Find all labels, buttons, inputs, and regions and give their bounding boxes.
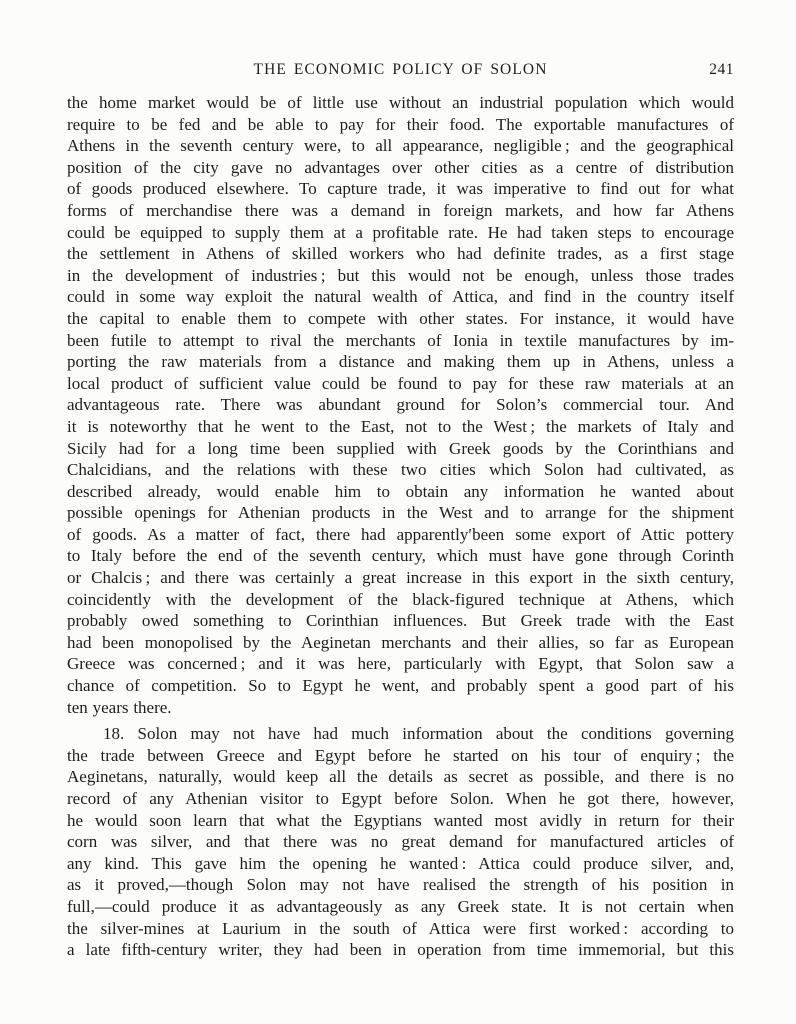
text-line: ten years there. <box>67 697 172 717</box>
text-line: the trade between Greece and Egypt before he started on his tour of enquiry ; the <box>67 745 734 765</box>
text-line: corn was silver, and that there was no great demand for manufactured articles of <box>67 832 734 852</box>
text-line: 18. Solon may not have had much information about the conditions governing <box>103 724 734 744</box>
text-line: Chalcidians, and the relations with these two cities which Solon had cultivated, as <box>67 460 734 480</box>
text-line: or Chalcis ; and there was certainly a great increase in this export in the sixth century, <box>67 568 734 588</box>
text-line: chance of competition. So to Egypt he went, and probably spent a good part of his <box>67 676 734 696</box>
running-head <box>67 61 734 81</box>
text-line: Aeginetans, naturally, would keep all the details as secret as possible, and there is no <box>67 767 734 787</box>
text-line: the home market would be of little use without an industrial population which would <box>67 93 734 112</box>
text-line: possible openings for Athenian products in the West and to arrange for the shipment <box>67 503 734 523</box>
text-line: as it proved,—though Solon may not have realised the strength of his position in <box>67 875 734 895</box>
text-line: record of any Athenian visitor to Egypt before Solon. When he got there, however, <box>67 789 734 808</box>
text-line: the settlement in Athens of skilled workers who had definite trades, as a first stage <box>67 244 734 264</box>
text-line: of goods. As a matter of fact, there had apparently′been some export of Attic pottery <box>67 524 734 544</box>
text-line: any kind. This gave him the opening he wanted : Attica could produce silver, and, <box>67 853 734 873</box>
text-line: the capital to enable them to compete with other states. For instance, it would have <box>67 308 734 328</box>
paragraph <box>67 723 734 961</box>
text-line: to Italy before the end of the seventh century, which must have gone through Corinth <box>67 546 734 566</box>
text-line: position of the city gave no advantages over other cities as a centre of distribution <box>67 157 734 177</box>
text-line: Athens in the seventh century were, to all appearance, negligible ; and the geographical <box>67 136 734 156</box>
text-line: could in some way exploit the natural wealth of Attica, and find in the country itself <box>67 287 734 307</box>
text-line: he would soon learn that what the Egyptians wanted most avidly in return for their <box>67 810 734 830</box>
text-line: the silver-mines at Laurium in the south of Attica were first worked : according to <box>67 918 734 938</box>
text-line: described already, would enable him to obtain any information he wanted about <box>67 481 734 501</box>
text-line: local product of sufficient value could be found to pay for these raw materials at an <box>67 373 734 393</box>
text-line: had been monopolised by the Aeginetan merchants and their allies, so far as European <box>67 632 734 652</box>
paragraph <box>67 92 734 718</box>
page-header-title: THE ECONOMIC POLICY OF SOLON <box>253 61 548 78</box>
text-line: full,—could produce it as advantageously as any Greek state. It is not certain when <box>67 896 734 916</box>
text-line: probably owed something to Corinthian influences. But Greek trade with the East <box>67 611 734 631</box>
text-line: a late fifth-century writer, they had been in operation from time immemorial, but this <box>67 940 734 960</box>
text-line: of goods produced elsewhere. To capture trade, it was imperative to find out for what <box>67 179 734 199</box>
text-line: advantageous rate. There was abundant ground for Solon’s commercial tour. And <box>67 395 734 415</box>
text-line: could be equipped to supply them at a profitable rate. He had taken steps to encourage <box>67 222 734 242</box>
page-number: 241 <box>709 61 734 78</box>
text-line: require to be fed and be able to pay for their food. The exportable manufactures of <box>67 114 734 134</box>
text-line: Sicily had for a long time been supplied with Greek goods by the Corinthians and <box>67 438 734 458</box>
text-line: forms of merchandise there was a demand in foreign markets, and how far Athens <box>67 200 734 220</box>
text-line: it is noteworthy that he went to the East, not to the West ; the markets of Italy and <box>67 416 734 436</box>
text-line: coincidently with the development of the black-figured technique at Athens, which <box>67 589 734 609</box>
page-body <box>67 92 734 961</box>
text-line: Greece was concerned ; and it was here, particularly with Egypt, that Solon saw a <box>67 654 734 674</box>
text-line: porting the raw materials from a distance and making them up in Athens, unless a <box>67 352 734 372</box>
text-line: been futile to attempt to rival the merchants of Ionia in textile manufactures by im- <box>67 330 734 350</box>
text-line: in the development of industries ; but this would not be enough, unless those trades <box>67 265 734 285</box>
